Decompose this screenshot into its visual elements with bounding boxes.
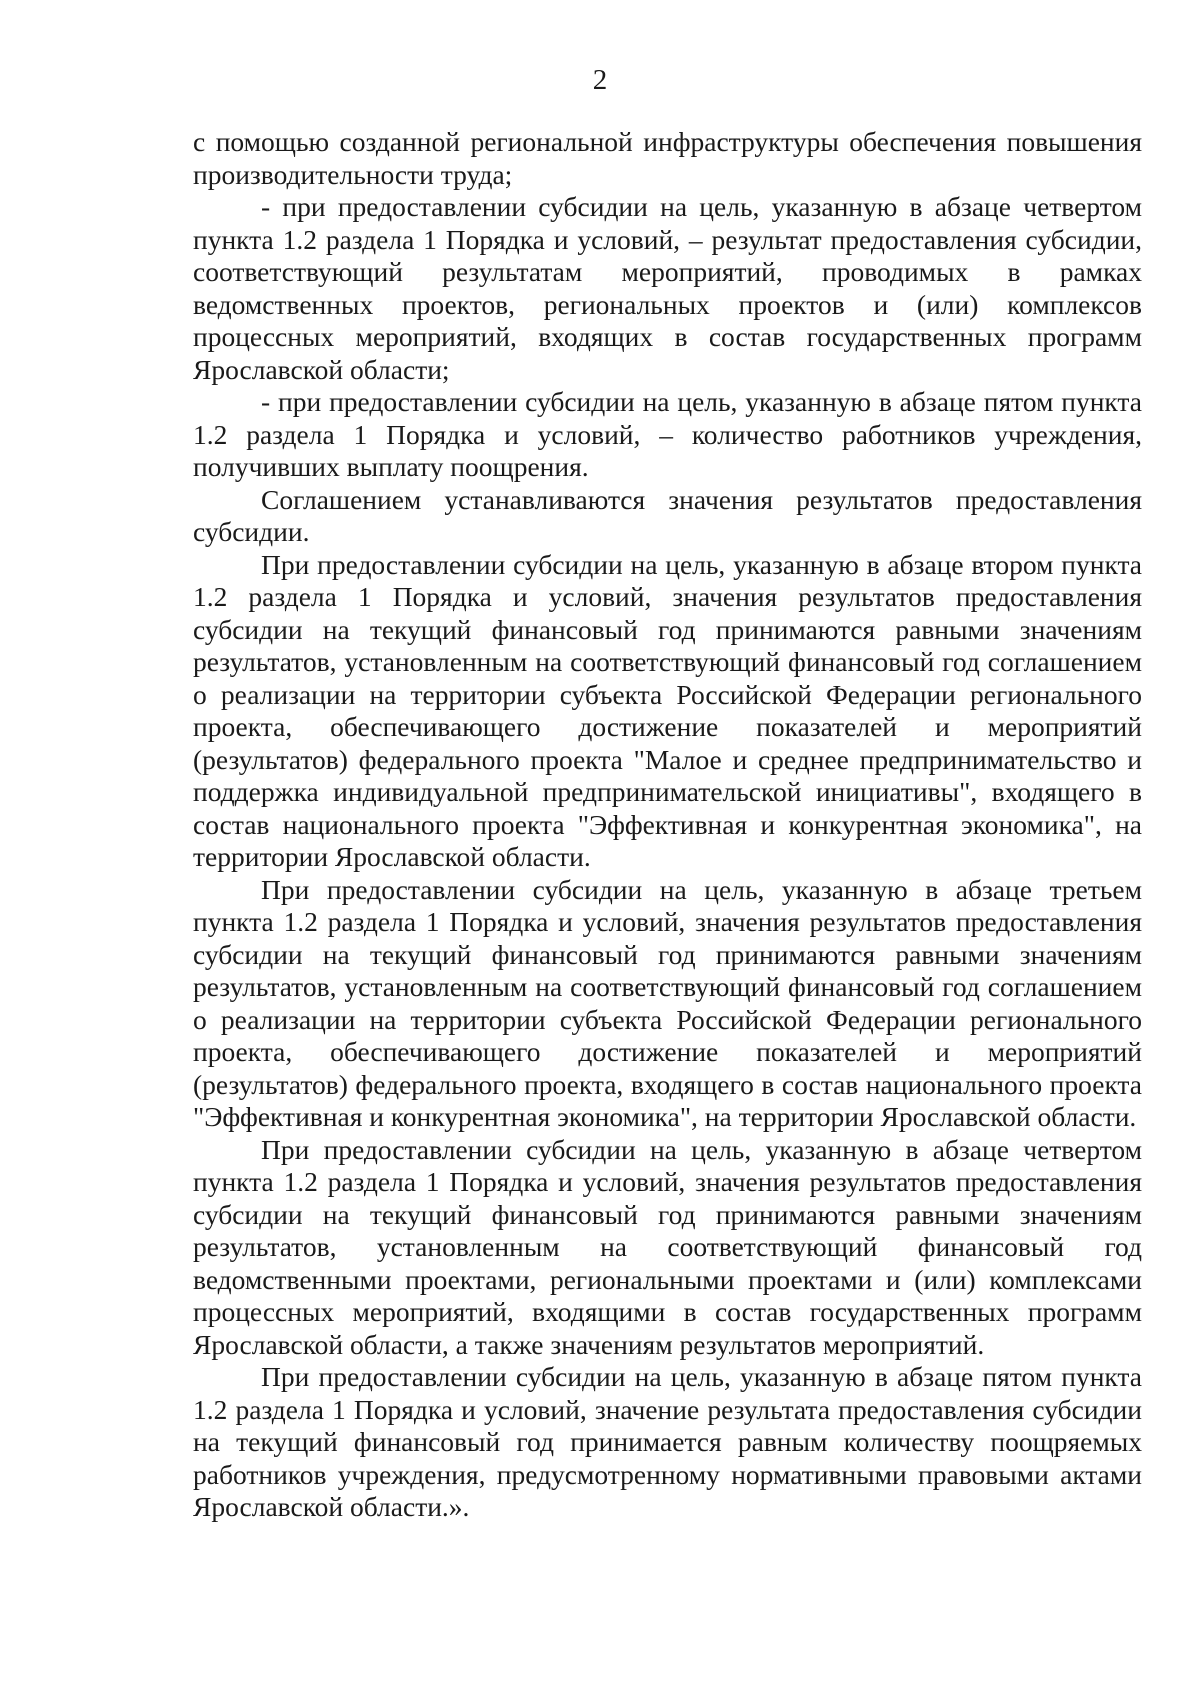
paragraph-fourth-abzac-values: При предоставлении субсидии на цель, указанную в абзаце четвертом пункта 1.2 раздела 1 Порядка и условий, значения результатов предоставления субсидии на текущий финансовый год принимаются равными значениям результатов, установленным на соответствующий финансовый год ведомственными проектами, региональными проектами и (или) комплексами процессных мероприятий, входящими в состав государственных программ Ярославской области, а также значениям результатов мероприятий. (193, 1133, 1142, 1360)
document-body (193, 126, 1142, 1524)
paragraph-third-abzac-values: При предоставлении субсидии на цель, указанную в абзаце третьем пункта 1.2 раздела 1 Порядка и условий, значения результатов предоставления субсидии на текущий финансовый год принимаются равными значениям результатов, установленным на соответствующий финансовый год соглашением о реализации на территории субъекта Российской Федерации регионального проекта, обеспечивающего достижение показателей и мероприятий (результатов) федерального проекта, входящего в состав национального проекта "Эффективная и конкурентная экономика", на территории Ярославской области. (193, 873, 1142, 1132)
paragraph-agreement-values: Соглашением устанавливаются значения результатов предоставления субсидии. (193, 483, 1142, 547)
paragraph-second-abzac-values: При предоставлении субсидии на цель, указанную в абзаце втором пункта 1.2 раздела 1 Порядка и условий, значения результатов предоставления субсидии на текущий финансовый год принимаются равными значениям результатов, установленным на соответствующий финансовый год соглашением о реализации на территории субъекта Российской Федерации регионального проекта, обеспечивающего достижение показателей и мероприятий (результатов) федерального проекта "Малое и среднее предпринимательство и поддержка индивидуальной предпринимательской инициативы", входящего в состав национального проекта "Эффективная и конкурентная экономика", на территории Ярославской области. (193, 548, 1142, 872)
paragraph-continuation: с помощью созданной региональной инфраструктуры обеспечения повышения производительности труда; (193, 126, 1142, 190)
paragraph-result-fifth-abzac: - при предоставлении субсидии на цель, указанную в абзаце пятом пункта 1.2 раздела 1 Порядка и условий, – количество работников учреждения, получивших выплату поощрения. (193, 386, 1142, 482)
page-number: 2 (592, 64, 608, 96)
paragraph-result-fourth-abzac: - при предоставлении субсидии на цель, указанную в абзаце четвертом пункта 1.2 раздела 1 Порядка и условий, – результат предоставления субсидии, соответствующий результатам мероприятий, проводимых в рамках ведомственных проектов, региональных проектов и (или) комплексов процессных мероприятий, входящих в состав государственных программ Ярославской области; (193, 191, 1142, 385)
paragraph-fifth-abzac-values: При предоставлении субсидии на цель, указанную в абзаце пятом пункта 1.2 раздела 1 Порядка и условий, значение результата предоставления субсидии на текущий финансовый год принимается равным количеству поощряемых работников учреждения, предусмотренному нормативными правовыми актами Ярославской области.». (193, 1361, 1142, 1522)
